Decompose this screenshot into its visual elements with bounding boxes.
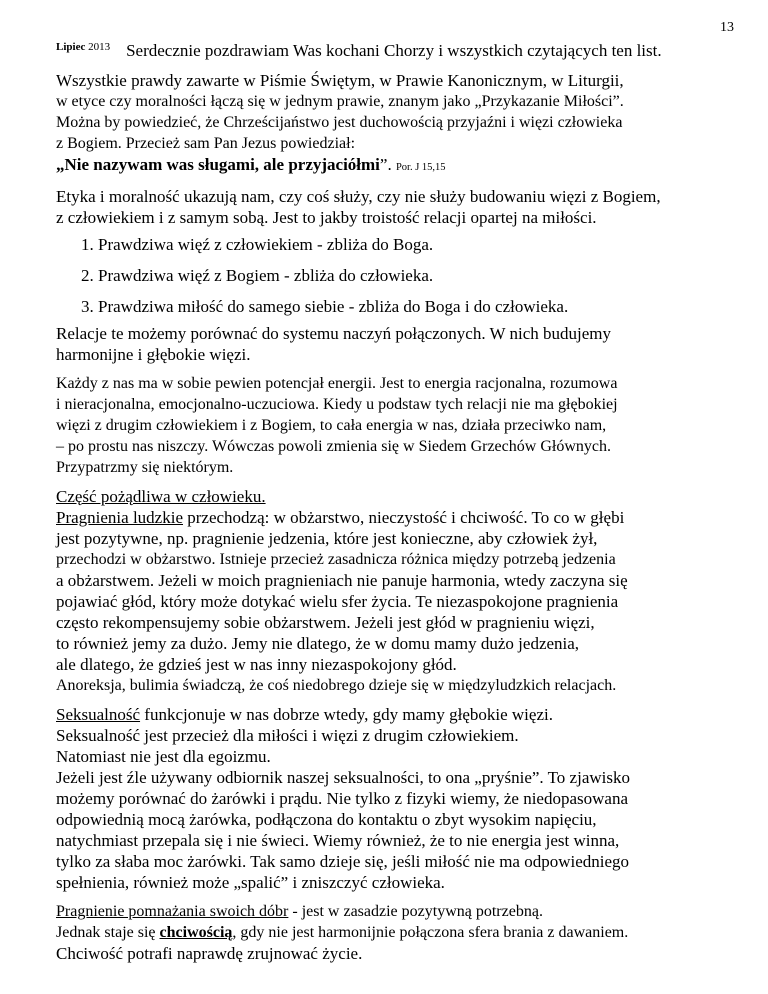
energy-line: – po prostu nas niszczy. Wówczas powoli zmienia się w Siedem Grzechów Głównych. [56,438,611,455]
energy-line: Każdy z nas ma w sobie pewien potencjał energii. Jest to energia racjonalna, rozumowa [56,375,618,392]
wealth-lead-term: Pragnienie pomnażania swoich dóbr [56,903,289,920]
quote-text: Nie nazywam was sługami, ale przyjaciółmi [64,155,380,174]
ethics-line: Etyka i moralność ukazują nam, czy coś służy, czy nie służy budowaniu więzi z Bogiem, [56,187,661,206]
sexuality-line: Natomiast nie jest dla egoizmu. [56,747,271,766]
quote-open: „ [56,155,65,174]
sexuality-line: spełnienia, również może „spalić” i zniszczyć człowieka. [56,873,445,892]
sexuality-line: tylko za słaba moc żarówki. Tak samo dzieje się, jeśli miłość nie ma odpowiedniego [56,852,630,871]
intro-line: z Bogiem. Przecież sam Pan Jezus powiedział: [56,135,356,152]
letter-body [56,40,724,964]
energy-paragraph [56,373,724,478]
wealth-lead [56,901,724,922]
desire-line: a obżarstwem. Jeżeli w moich pragnieniach nie panuje harmonia, wtedy zaczyna się [56,571,628,590]
section-heading [56,486,724,507]
quote-citation: Por. J 15,15 [395,162,446,173]
bible-quote [56,154,724,178]
sexuality-line: Jeżeli jest źle używany odbiornik naszej seksualności, to ona „pryśnie”. To zjawisko [56,768,630,787]
sexuality-line: odpowiednią mocą żarówka, podłączona do kontaktu o zbyt wysokim napięciu, [56,810,597,829]
dateline [56,40,724,64]
desire-lead [56,507,724,528]
intro-line: w etyce czy moralności łączą się w jednym prawie, znanym jako „Przykazanie Miłości”. [56,93,624,110]
quote-close: ”. [379,155,396,174]
sexuality-line: możemy porównać do żarówki i prądu. Nie tylko z fizyki wiemy, że niedopasowana [56,789,628,808]
intro-line: Można by powiedzieć, że Chrześcijaństwo jest duchowością przyjaźni i więzi człowieka [56,114,623,131]
ethics-paragraph [56,186,724,228]
sexuality-line: natychmiast przepala się i nie świeci. Wiemy również, że to nie energia jest winna, [56,831,620,850]
wealth-line2-before: Jednak staje się [56,924,160,941]
page-number: 13 [720,20,734,35]
desire-line: przechodzi w obżarstwo. Istnieje przecież zasadnicza różnica między potrzebą jedzenia [56,551,616,568]
sexuality-line: Seksualność jest przecież dla miłości i więzi z drugim człowiekiem. [56,726,519,745]
desire-line: pojawiać głód, który może dotykać wielu sfer życia. Te niezaspokojone pragnienia [56,592,619,611]
date-month: Lipiec [56,41,86,53]
ethics-line: z człowiekiem i z samym sobą. Jest to jakby troistość relacji opartej na miłości. [56,208,597,227]
wealth-lead-rest: - jest w zasadzie pozytywną potrzebną. [288,903,543,920]
relations-line: Relacje te możemy porównać do systemu naczyń połączonych. W nich budujemy [56,324,612,343]
desire-lead-rest: przechodzą: w obżarstwo, nieczystość i chciwość. To co w głębi [183,508,625,527]
date-year: 2013 [88,41,111,53]
relations-line: harmonijne i głębokie więzi. [56,345,251,364]
energy-line: Przypatrzmy się niektórym. [56,459,234,476]
desire-line: jest pozytywne, np. pragnienie jedzenia, które jest konieczne, aby człowiek żył, [56,529,598,548]
desire-line: często rekompensujemy sobie obżarstwem. Jeżeli jest głód w pragnieniu więzi, [56,613,595,632]
relations-paragraph [56,323,724,365]
wealth-line: Chciwość potrafi naprawdę zrujnować życie. [56,944,363,963]
desire-heading: Część pożądliwa w człowieku. [56,487,266,506]
sexuality-lead-rest: funkcjonuje w nas dobrze wtedy, gdy mamy głębokie więzi. [140,705,553,724]
list-item: 1. Prawdziwa więź z człowiekiem - zbliża do Boga. [98,234,724,255]
greed-term: chciwością [159,924,233,941]
sexuality-lead [56,704,724,725]
list-item: 2. Prawdziwa więź z Bogiem - zbliża do człowieka. [98,265,724,286]
sexuality-section [56,704,724,893]
wealth-line2-after: , gdy nie jest harmonijnie połączona sfera brania z dawaniem. [232,924,629,941]
desire-line: ale dlatego, że gdzieś jest w nas inny niezaspokojony głód. [56,655,457,674]
wealth-section [56,901,724,964]
greeting: Serdecznie pozdrawiam Was kochani Chorzy i wszystkich czytających ten list. [126,41,662,60]
desire-line: Anoreksja, bulimia świadczą, że coś niedobrego dzieje się w międzyludzkich relacjach. [56,677,617,694]
desire-line: to również jemy za dużo. Jemy nie dlatego, że w domu mamy dużo jedzenia, [56,634,580,653]
date [56,41,110,53]
intro-line: Wszystkie prawdy zawarte w Piśmie Świętym, w Prawie Kanonicznym, w Liturgii, [56,71,624,90]
intro-paragraph [56,70,724,178]
list-item: 3. Prawdziwa miłość do samego siebie - zbliża do Boga i do człowieka. [98,296,724,317]
energy-line: więzi z drugim człowiekiem i z Bogiem, to cała energia w nas, działa przeciwko nam, [56,417,607,434]
wealth-line [56,922,724,943]
relations-list [56,234,724,317]
desire-lead-term: Pragnienia ludzkie [56,508,183,527]
desire-section [56,486,724,696]
sexuality-lead-term: Seksualność [56,705,141,724]
energy-line: i nieracjonalna, emocjonalno-uczuciowa. Kiedy u podstaw tych relacji nie ma głębokiej [56,396,618,413]
